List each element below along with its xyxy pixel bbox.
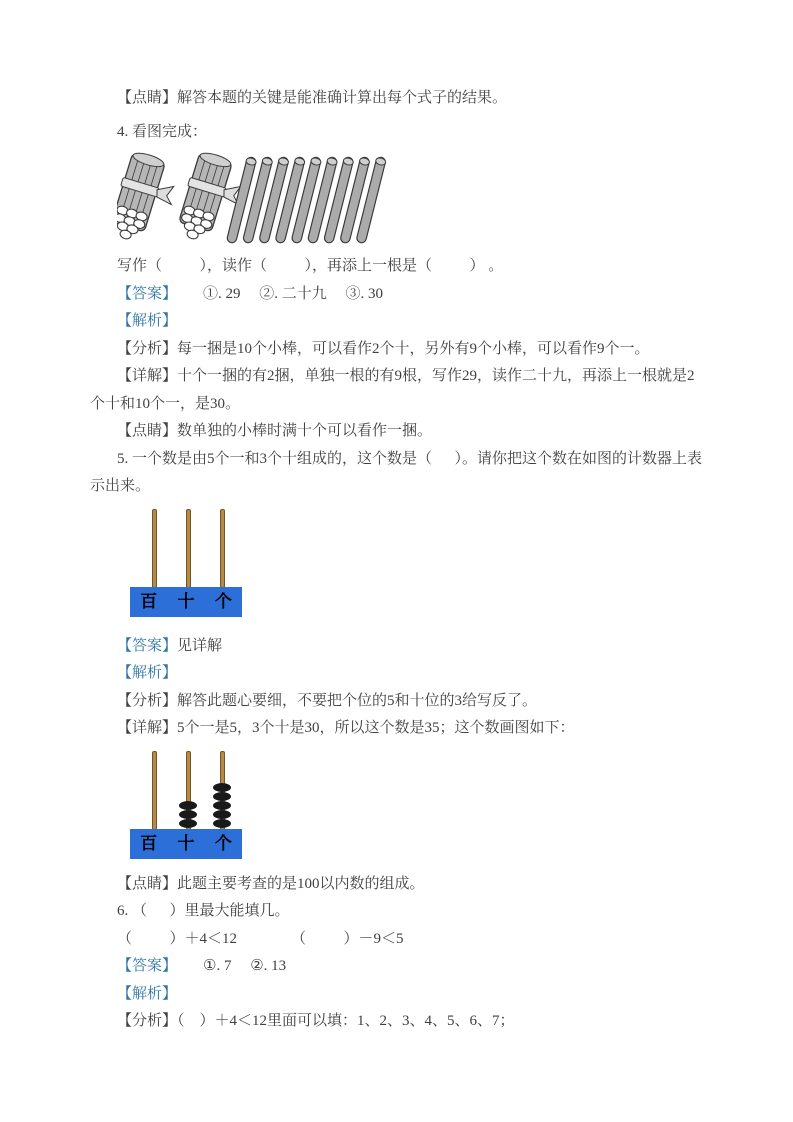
counter-place-label: 个 xyxy=(214,591,232,611)
q4-dianjing-text: 数单独的小棒时满十个可以看作一捆。 xyxy=(177,423,433,439)
jiexi-label: 【解析】 xyxy=(117,985,178,1002)
q5-answer-line xyxy=(90,633,705,661)
q5-xiangjie-line xyxy=(90,715,705,743)
q5-dianjing-line xyxy=(90,871,705,899)
q5-fenxi-text: 解答此题心要细，不要把个位的5和十位的3给写反了。 xyxy=(177,692,538,709)
q5-dianjing-text: 此题主要考查的是100以内数的组成。 xyxy=(177,875,425,892)
jiexi-label: 【解析】 xyxy=(117,665,178,681)
q4-dianjing-line xyxy=(90,418,705,446)
q3-dianjing-note xyxy=(90,85,705,113)
counter-figure-answer xyxy=(130,751,246,859)
counter-base xyxy=(130,587,242,617)
counter-rod xyxy=(152,751,157,830)
q6-answer-line xyxy=(90,953,705,981)
q5-xiangjie-text: 5个一是5，3个十是30，所以这个数是35；这个数画图如下： xyxy=(177,720,575,736)
dianjing-label: 【点睛】 xyxy=(117,875,178,892)
q5-fenxi-line xyxy=(90,688,705,716)
q6-answer-text: ①. 7 ②. 13 xyxy=(203,958,287,974)
q3-dianjing-text: 解答本题的关键是能准确计算出每个式子的结果。 xyxy=(177,90,508,106)
counter-base xyxy=(130,829,242,859)
counter-place-label: 百 xyxy=(140,591,158,611)
q4-jiexi-line xyxy=(90,308,705,336)
counter-rod xyxy=(152,509,157,588)
counter-bead xyxy=(213,801,231,810)
q4-xiangjie-text: 十个一捆的有2捆，单独一根的有9根，写作29，读作二十九，再添上一根就是2个十和10个一，是30。 xyxy=(90,368,695,412)
dianjing-label: 【点睛】 xyxy=(117,423,178,439)
question-5-heading xyxy=(90,446,705,501)
counter-bead xyxy=(179,801,197,810)
fenxi-label: 【分析】 xyxy=(117,340,178,357)
q4-xiangjie-line xyxy=(90,363,705,418)
q4-answer-text: ①. 29 ②. 二十九 ③. 30 xyxy=(203,285,384,302)
jiexi-label: 【解析】 xyxy=(117,313,178,329)
q4-answer-line xyxy=(90,281,705,309)
answer-label: 【答案】 xyxy=(117,958,178,974)
question-4-heading xyxy=(90,119,705,147)
counter-bead xyxy=(213,783,231,792)
dianjing-label: 【点睛】 xyxy=(117,90,178,106)
counter-place-label: 十 xyxy=(177,833,195,853)
counter-rod xyxy=(186,509,191,588)
counter-bead xyxy=(179,810,197,819)
q5-jiexi-line xyxy=(90,660,705,688)
counter-bead xyxy=(213,810,231,819)
answer-label: 【答案】 xyxy=(117,637,178,654)
q4-fenxi-text: 每一捆是10个小棒，可以看作2个十，另外有9个小棒，可以看作9个一。 xyxy=(177,340,650,357)
counter-rod xyxy=(220,509,225,588)
q6-fenxi-line xyxy=(90,1008,705,1036)
q5-heading-text: 5. 一个数是由5个一和3个十组成的，这个数是（ ）。请你把这个数在如图的计数器上表示出来。 xyxy=(90,450,703,494)
q6-fenxi-text: （ ）＋4＜12里面可以填：1、2、3、4、5、6、7； xyxy=(177,1013,515,1029)
q6-expression-2: （ ）－9＜5 xyxy=(291,930,404,947)
counter-place-label: 百 xyxy=(140,833,158,853)
counter-figure-blank xyxy=(130,509,246,617)
counter-bead xyxy=(213,792,231,801)
q4-blanks-line xyxy=(90,253,705,281)
q6-jiexi-line xyxy=(90,981,705,1009)
q4-heading-text: 4. 看图完成： xyxy=(117,123,208,140)
q4-fenxi-line xyxy=(90,336,705,364)
fenxi-label: 【分析】 xyxy=(117,692,178,709)
q4-blanks-text: 写作（ ），读作（ ），再添上一根是（ ） 。 xyxy=(117,258,504,274)
q5-answer-text: 见详解 xyxy=(177,637,223,654)
counter-place-label: 十 xyxy=(177,591,195,611)
counter-place-label: 个 xyxy=(214,833,232,853)
question-6-heading xyxy=(90,898,705,926)
counter-bead xyxy=(179,819,197,828)
sticks-figure xyxy=(117,152,409,249)
answer-label: 【答案】 xyxy=(117,285,178,302)
fenxi-label: 【分析】 xyxy=(117,1013,178,1029)
q6-heading-text: 6. （ ）里最大能填几。 xyxy=(117,903,290,919)
q6-expression-1: （ ）＋4＜12 xyxy=(117,930,238,947)
xiangjie-label: 【详解】 xyxy=(117,368,178,384)
q6-expressions-line xyxy=(90,926,705,954)
xiangjie-label: 【详解】 xyxy=(117,720,178,736)
counter-bead xyxy=(213,819,231,828)
